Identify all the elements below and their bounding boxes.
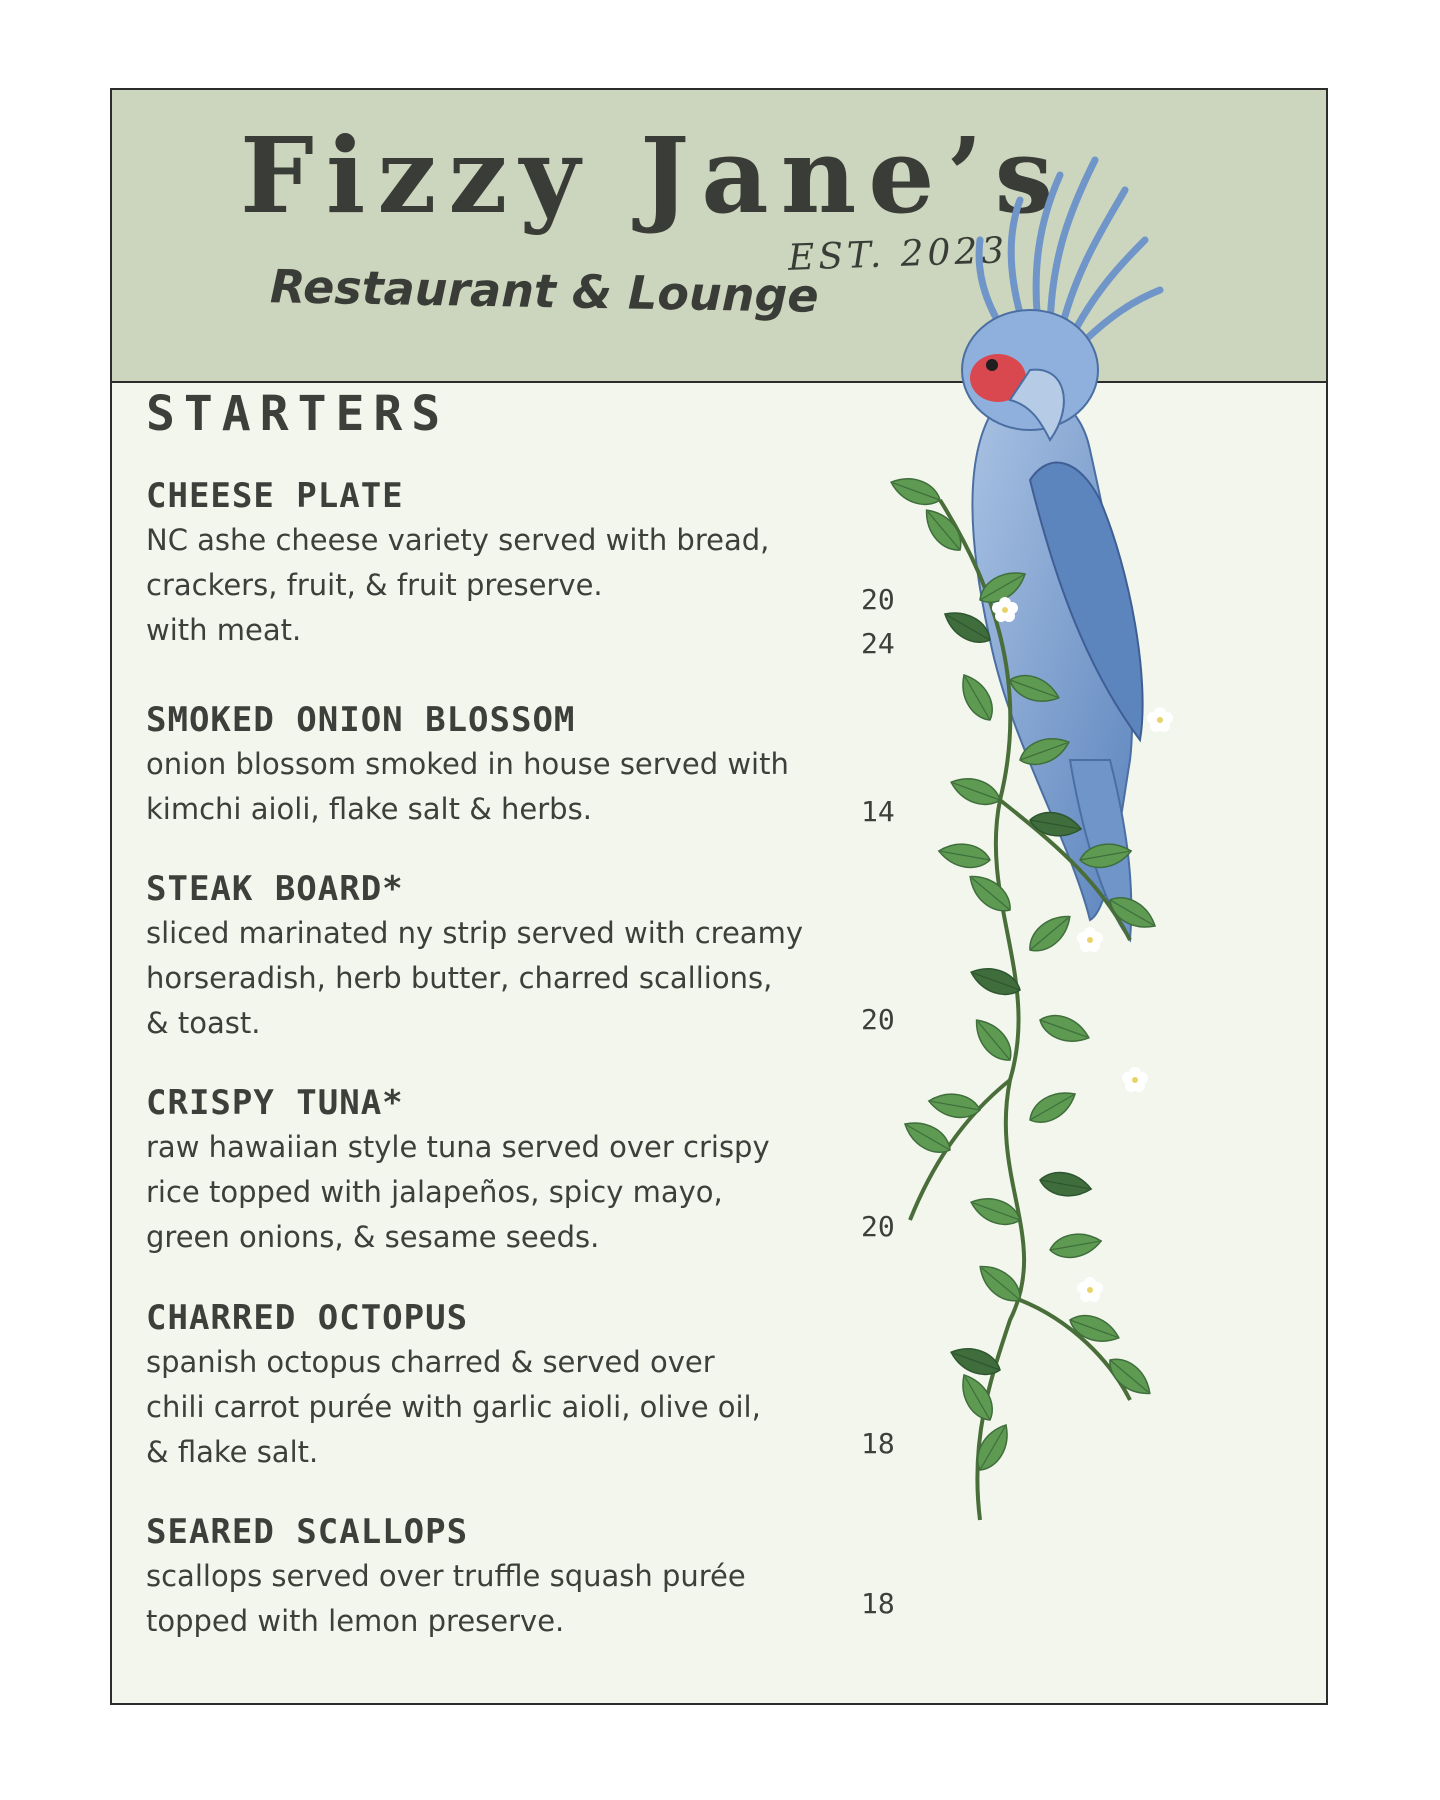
item-price: 20	[861, 1210, 895, 1243]
item-description-line: horseradish, herb butter, charred scallions,	[146, 961, 773, 995]
item-price: 14	[861, 795, 895, 828]
item-description-line: chili carrot purée with garlic aioli, olive oil,	[146, 1390, 761, 1424]
item-price: 18	[861, 1427, 895, 1460]
item-description-line: topped with lemon preserve.	[146, 1604, 565, 1638]
menu-item-crispy-tuna	[146, 1081, 906, 1260]
section-title-starters: STARTERS	[146, 386, 450, 442]
item-price-with-meat: 24	[861, 627, 895, 660]
item-description-line: kimchi aioli, flake salt & herbs.	[146, 792, 592, 826]
menu-item-cheese-plate	[146, 474, 906, 660]
item-description-line: scallops served over truffle squash purée	[146, 1559, 746, 1593]
item-price: 18	[861, 1587, 895, 1620]
menu-item-charred-octopus	[146, 1296, 906, 1475]
item-name: SEARED SCALLOPS	[146, 1512, 469, 1552]
item-price: 20	[861, 1003, 895, 1036]
item-description-line: with meat.	[146, 613, 302, 647]
item-description-line: spanish octopus charred & served over	[146, 1345, 715, 1379]
menu-item-smoked-onion-blossom	[146, 698, 906, 832]
item-description-line: sliced marinated ny strip served with creamy	[146, 916, 803, 950]
item-name: STEAK BOARD*	[146, 869, 404, 909]
item-description-line: & flake salt.	[146, 1435, 319, 1469]
item-description-line: onion blossom smoked in house served with	[146, 747, 789, 781]
item-description-line: rice topped with jalapeños, spicy mayo,	[146, 1175, 723, 1209]
established-year: EST. 2023	[787, 230, 1009, 279]
restaurant-name: Fizzy Jane’s	[240, 114, 1066, 237]
menu-item-steak-board	[146, 867, 906, 1046]
item-description-line: crackers, fruit, & fruit preserve.	[146, 568, 603, 602]
item-description-line: raw hawaiian style tuna served over crispy	[146, 1130, 770, 1164]
item-description-line: NC ashe cheese variety served with bread,	[146, 523, 770, 557]
item-name: CHARRED OCTOPUS	[146, 1298, 469, 1338]
cockatoo-with-vines-illustration	[880, 120, 1330, 1570]
menu-item-seared-scallops	[146, 1510, 906, 1644]
item-description-line: & toast.	[146, 1006, 261, 1040]
item-name: SMOKED ONION BLOSSOM	[146, 700, 576, 740]
item-name: CRISPY TUNA*	[146, 1083, 404, 1123]
item-description-line: green onions, & sesame seeds.	[146, 1220, 600, 1254]
item-name: CHEESE PLATE	[146, 476, 404, 516]
restaurant-subtitle: Restaurant & Lounge	[269, 259, 820, 323]
item-price: 20	[861, 583, 895, 616]
